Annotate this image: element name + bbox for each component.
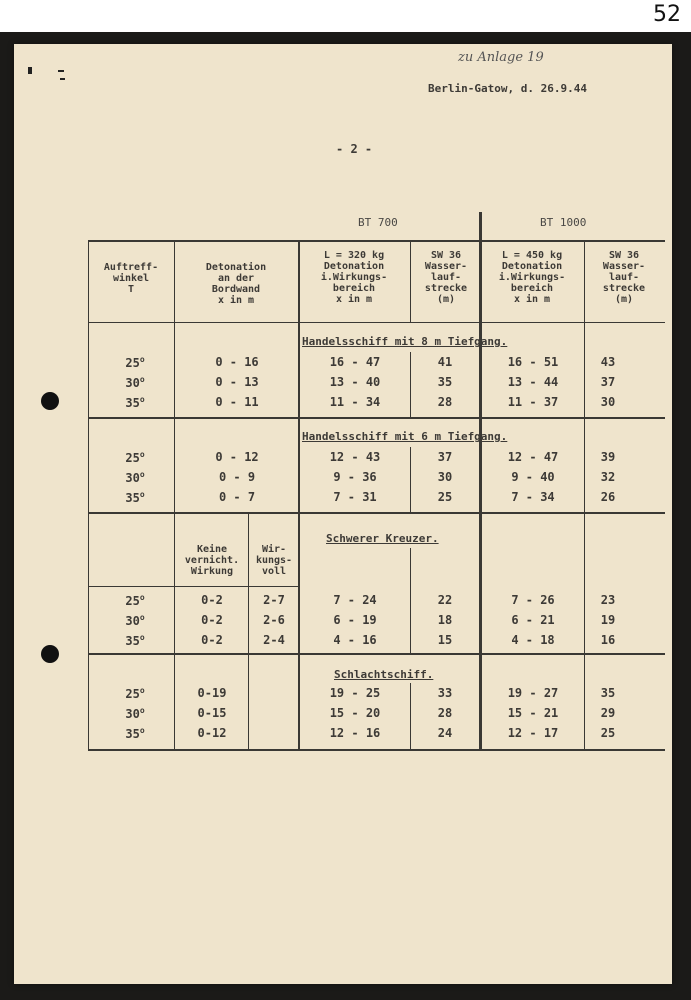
bt700-water-value: 41	[437, 355, 453, 369]
page-mark: - 2 -	[336, 142, 373, 156]
section-title: Schwerer Kreuzer.	[326, 532, 439, 545]
detonation-value: 0 - 7	[218, 490, 256, 504]
degree-sign: o	[139, 470, 145, 479]
detonation-value: 0 - 16	[215, 355, 259, 369]
column-line	[88, 240, 89, 749]
bt700-range-value: 12 - 43	[329, 450, 381, 464]
bt700-range-value: 12 - 16	[329, 726, 381, 740]
bt700-water-value: 33	[437, 686, 453, 700]
degree-sign: o	[139, 395, 145, 404]
bt1000-water-value: 39	[600, 450, 616, 464]
angle-value: 30$^o$	[125, 375, 145, 390]
bt1000-water-value: 32	[600, 470, 616, 484]
bt700-range-value: 7 - 24	[333, 593, 377, 607]
bt1000-water-value: 26	[600, 490, 616, 504]
angle-value: 25$^o$	[125, 450, 145, 465]
subheader-wirkungsvoll: Wir- kungs- voll	[255, 544, 293, 577]
bt1000-range-value: 6 - 21	[511, 613, 555, 627]
bt700-water-value: 25	[437, 490, 453, 504]
angle-value: 30$^o$	[125, 613, 145, 628]
bt700-range-value: 11 - 34	[329, 395, 381, 409]
handwritten-annotation: zu Anlage 19	[458, 50, 544, 65]
bt700-range-value: 7 - 31	[333, 490, 377, 504]
table-bottom-line	[88, 749, 665, 751]
effective-value: 2-6	[263, 613, 285, 627]
bt700-water-value: 28	[437, 395, 453, 409]
degree-sign: o	[139, 686, 145, 695]
bt700-water-value: 35	[437, 375, 453, 389]
degree-sign: o	[139, 355, 145, 364]
degree-sign: o	[139, 593, 145, 602]
no-effect-value: 0-2	[201, 593, 223, 607]
bt1000-water-value: 35	[600, 686, 616, 700]
bt1000-range-value: 13 - 44	[507, 375, 559, 389]
header-angle: Auftreff- winkel T	[103, 262, 159, 295]
bt700-range-value: 4 - 16	[333, 633, 377, 647]
group-header-bt700: BT 700	[358, 216, 398, 229]
header-bt1000-range: L = 450 kg Detonation i.Wirkungs- bereich x in m	[498, 250, 566, 305]
angle-value: 25$^o$	[125, 593, 145, 608]
place-date: Berlin-Gatow, d. 26.9.44	[428, 82, 587, 95]
bt1000-range-value: 15 - 21	[507, 706, 559, 720]
detonation-value: 0 - 9	[218, 470, 256, 484]
bt700-water-value: 28	[437, 706, 453, 720]
section-title: Handelsschiff mit 6 m Tiefgang.	[302, 430, 508, 443]
bt700-range-value: 16 - 47	[329, 355, 381, 369]
detonation-value: 0 - 12	[215, 450, 259, 464]
bt1000-range-value: 4 - 18	[511, 633, 555, 647]
no-effect-value: 0-2	[201, 613, 223, 627]
page-number: 52	[653, 2, 681, 27]
section-title: Schlachtschiff.	[334, 668, 434, 681]
bt700-range-value: 13 - 40	[329, 375, 381, 389]
bt700-range-value: 19 - 25	[329, 686, 381, 700]
degree-sign: o	[139, 490, 145, 499]
bt1000-water-value: 16	[600, 633, 616, 647]
bt1000-range-value: 16 - 51	[507, 355, 559, 369]
section-title: Handelsschiff mit 8 m Tiefgang.	[302, 335, 508, 348]
bt700-range-value: 9 - 36	[333, 470, 377, 484]
angle-value: 35$^o$	[125, 395, 145, 410]
bt1000-range-value: 12 - 17	[507, 726, 559, 740]
degree-sign: o	[139, 706, 145, 715]
bt700-water-value: 24	[437, 726, 453, 740]
no-effect-value: 0-12	[197, 726, 227, 740]
subheader-line	[88, 586, 298, 587]
bt700-range-value: 6 - 19	[333, 613, 377, 627]
group-header-bt1000: BT 1000	[540, 216, 587, 229]
angle-value: 35$^o$	[125, 726, 145, 741]
no-effect-value: 0-15	[197, 706, 227, 720]
header-bt700-water: SW 36 Wasser- lauf- strecke (m)	[424, 250, 468, 305]
bt1000-range-value: 7 - 26	[511, 593, 555, 607]
detonation-value: 0 - 11	[215, 395, 259, 409]
bt1000-range-value: 12 - 47	[507, 450, 559, 464]
bt700-water-value: 37	[437, 450, 453, 464]
bt700-water-value: 22	[437, 593, 453, 607]
degree-sign: o	[139, 633, 145, 642]
angle-value: 25$^o$	[125, 355, 145, 370]
bt700-range-value: 15 - 20	[329, 706, 381, 720]
effective-value: 2-4	[263, 633, 285, 647]
bt700-water-value: 18	[437, 613, 453, 627]
bt700-water-value: 15	[437, 633, 453, 647]
bt1000-water-value: 19	[600, 613, 616, 627]
angle-value: 30$^o$	[125, 470, 145, 485]
header-bt700-range: L = 320 kg Detonation i.Wirkungs- bereich x in m	[320, 250, 388, 305]
subheader-keine: Keine vernicht. Wirkung	[184, 544, 240, 577]
degree-sign: o	[139, 375, 145, 384]
angle-value: 30$^o$	[125, 706, 145, 721]
bt1000-water-value: 37	[600, 375, 616, 389]
bt1000-range-value: 11 - 37	[507, 395, 559, 409]
no-effect-value: 0-2	[201, 633, 223, 647]
bt1000-range-value: 9 - 40	[511, 470, 555, 484]
column-line	[174, 240, 175, 749]
bt1000-water-value: 43	[600, 355, 616, 369]
angle-value: 35$^o$	[125, 490, 145, 505]
bt1000-water-value: 25	[600, 726, 616, 740]
bt1000-water-value: 30	[600, 395, 616, 409]
degree-sign: o	[139, 613, 145, 622]
angle-value: 35$^o$	[125, 633, 145, 648]
detonation-value: 0 - 13	[215, 375, 259, 389]
no-effect-value: 0-19	[197, 686, 227, 700]
bt1000-range-value: 19 - 27	[507, 686, 559, 700]
degree-sign: o	[139, 726, 145, 735]
effective-value: 2-7	[263, 593, 285, 607]
header-detonation: Detonation an der Bordwand x in m	[205, 262, 267, 306]
header-bt1000-water: SW 36 Wasser- lauf- strecke (m)	[602, 250, 646, 305]
bt700-water-value: 30	[437, 470, 453, 484]
bt1000-range-value: 7 - 34	[511, 490, 555, 504]
bt1000-water-value: 29	[600, 706, 616, 720]
bt1000-water-value: 23	[600, 593, 616, 607]
angle-value: 25$^o$	[125, 686, 145, 701]
degree-sign: o	[139, 450, 145, 459]
